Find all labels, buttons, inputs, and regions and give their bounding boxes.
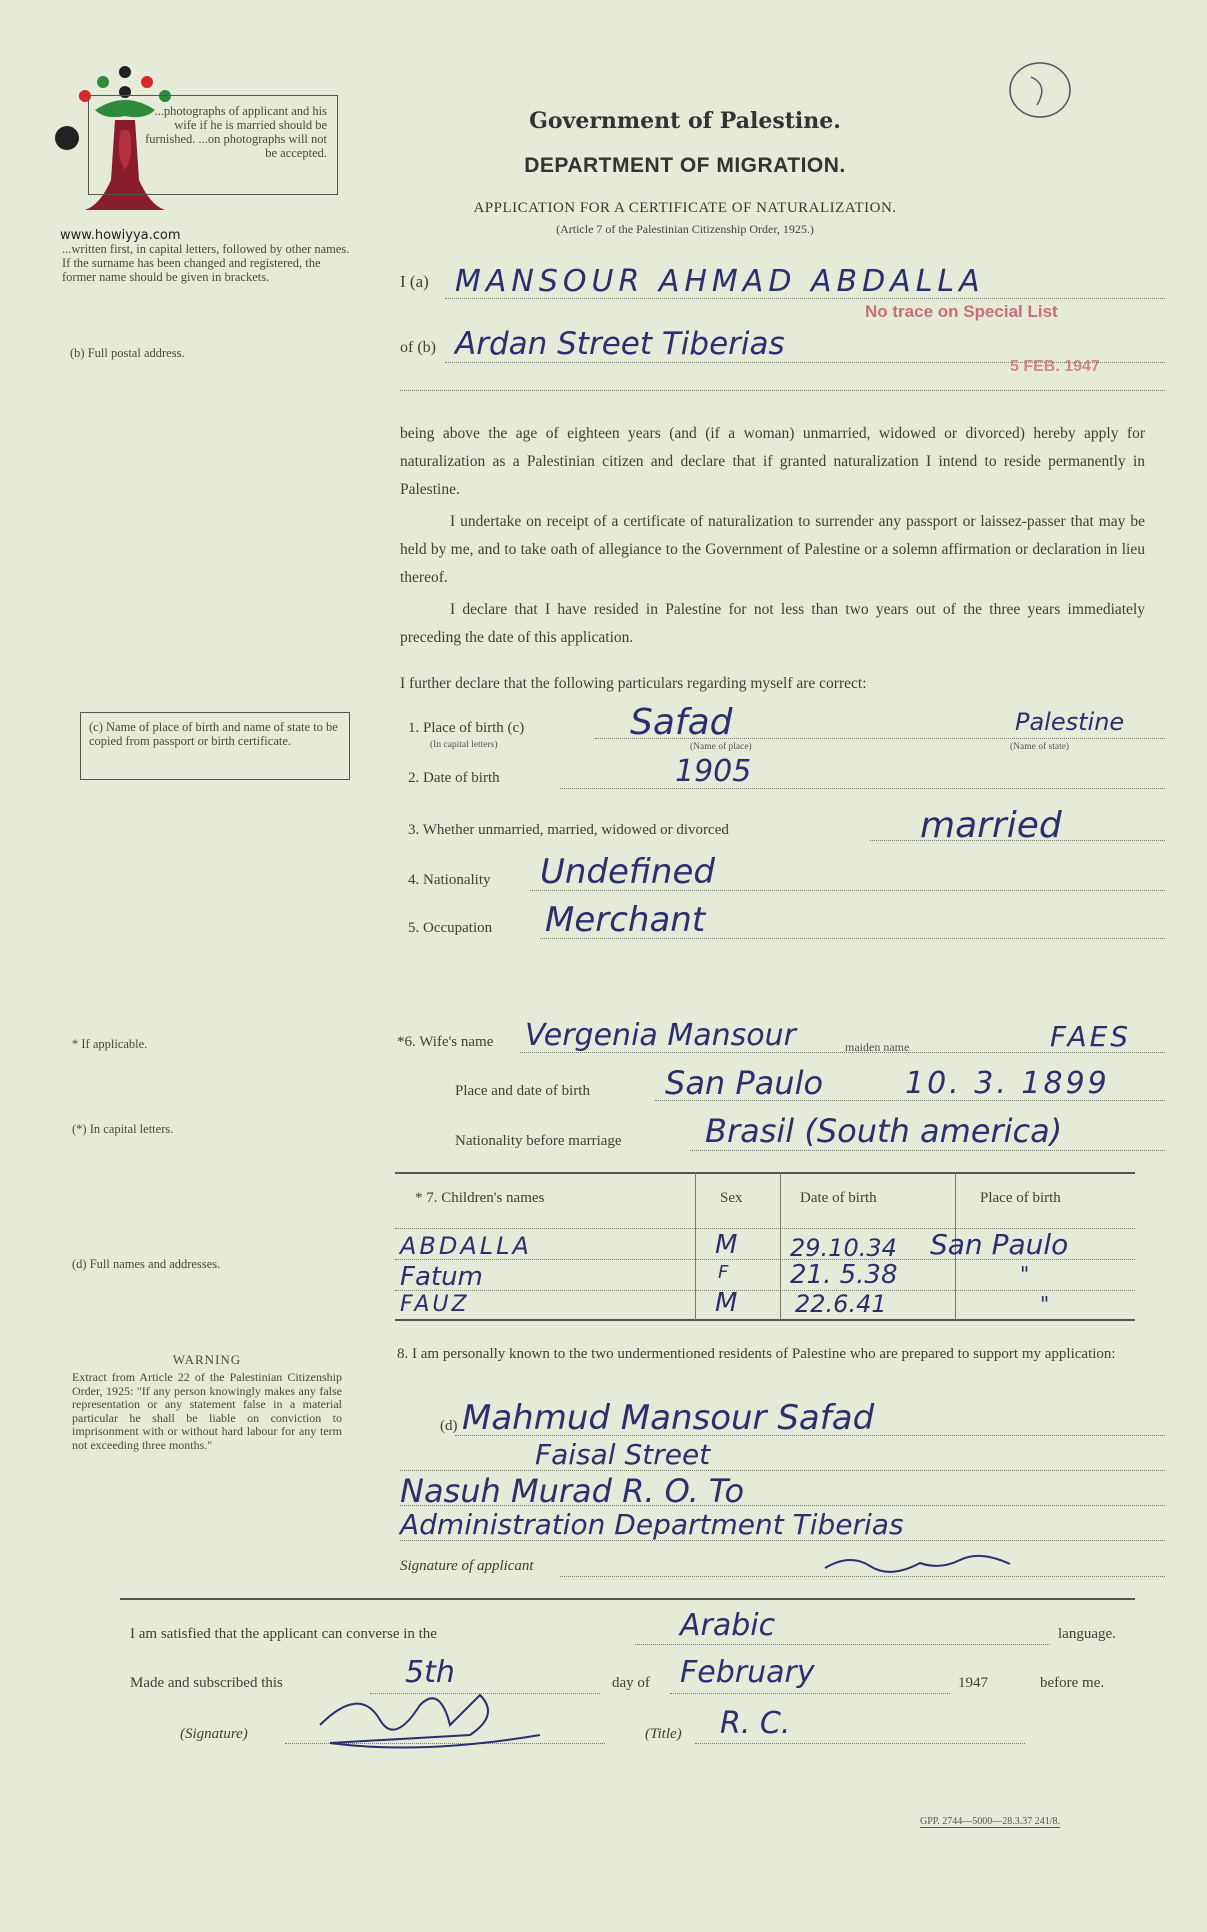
table-bottom-rule <box>395 1319 1135 1321</box>
month-value: February <box>680 1655 815 1690</box>
name-of-place-caption: (Name of place) <box>690 742 752 752</box>
side-note-if-applicable: * If applicable. <box>72 1037 148 1051</box>
table-row-1-name: ABDALLA <box>400 1232 532 1260</box>
children-pob-header: Place of birth <box>980 1190 1061 1206</box>
printer-footer: GPP. 2744—5000—28.3.37 241/8. <box>920 1816 1061 1827</box>
title-value: R. C. <box>720 1706 791 1741</box>
year-value: 1947 <box>958 1675 988 1691</box>
wife-birth-label: Place and date of birth <box>455 1083 590 1099</box>
nationality-value: Undefined <box>540 852 715 892</box>
wife-name-label: *6. Wife's name <box>397 1034 494 1050</box>
warning-title: WARNING <box>172 1352 242 1367</box>
official-signature-mark <box>300 1665 560 1765</box>
table-row-1-dob: 29.10.34 <box>790 1234 897 1262</box>
maiden-name-label: maiden name <box>845 1040 910 1054</box>
warning-text: Extract from Article 22 of the Palestinian Citizenship Order, 1925: "If any person knowingly makes any false representation or any statement false in a material particular he shall be liable on conviction to imprisonment with or without hard labour for any term not exceeding three months." <box>72 1370 342 1452</box>
referees-d-label: (d) <box>440 1418 458 1434</box>
day-value: 5th <box>405 1655 455 1690</box>
table-row-2-pob: " <box>1020 1262 1030 1286</box>
table-row-2-sex: F <box>718 1262 729 1283</box>
made-subscribed-text: Made and subscribed this <box>130 1675 283 1691</box>
marital-status-label: 3. Whether unmarried, married, widowed or divorced <box>408 822 729 838</box>
maiden-name-value: FAES <box>1050 1020 1132 1053</box>
side-note-b: (b) Full postal address. <box>70 346 185 360</box>
marital-status-value: married <box>920 805 1062 846</box>
referee-line-1: Mahmud Mansour Safad <box>462 1398 875 1438</box>
in-capital-note: (In capital letters) <box>430 740 498 750</box>
wife-name-value: Vergenia Mansour <box>525 1018 796 1053</box>
referee-line-2: Faisal Street <box>535 1438 711 1471</box>
state-of-birth-value: Palestine <box>1015 708 1125 736</box>
stamp-date: 5 FEB. 1947 <box>1010 358 1100 375</box>
table-row-1-sex: M <box>715 1230 738 1260</box>
side-note-capital: (*) In capital letters. <box>72 1122 174 1136</box>
applicant-signature-label: Signature of applicant <box>400 1558 534 1574</box>
paragraph-residence: I declare that I have resided in Palestine for not less than two years out of the three years immediately preceding the date of this application. <box>400 601 1145 646</box>
nationality-label: 4. Nationality <box>408 872 491 888</box>
applicant-address: Ardan Street Tiberias <box>455 326 785 362</box>
converse-text: I am satisfied that the applicant can converse in the <box>130 1626 437 1642</box>
nationality-before-marriage-value: Brasil (South america) <box>705 1112 1063 1150</box>
paragraph-further: I further declare that the following particulars regarding myself are correct: <box>400 675 867 692</box>
nationality-before-marriage-label: Nationality before marriage <box>455 1133 622 1149</box>
wife-birth-date-value: 10. 3. 1899 <box>905 1066 1110 1101</box>
table-row-2-name: Fatum <box>400 1262 483 1292</box>
side-note-c: (c) Name of place of birth and name of state to be copied from passport or birth certificate. <box>89 720 338 748</box>
before-me-text: before me. <box>1040 1675 1105 1691</box>
paragraph-undertake: I undertake on receipt of a certificate of naturalization to surrender any passport or laissez-passer that may be held by me, and to take oath of allegiance to the Government of Palestine or a solemn affirmation or declaration in lieu thereof. <box>400 513 1145 586</box>
table-row-1-pob: San Paulo <box>930 1228 1069 1261</box>
name-label: I (a) <box>400 272 429 291</box>
applicant-name: MANSOUR AHMAD ABDALLA <box>455 264 985 299</box>
referees-text: 8. I am personally known to the two undermentioned residents of Palestine who are prepared to support my application: <box>397 1346 1116 1362</box>
applicant-signature-mark <box>820 1548 1020 1578</box>
children-dob-header: Date of birth <box>800 1190 877 1206</box>
wife-birth-place-value: San Paulo <box>665 1064 824 1102</box>
language-word: language. <box>1058 1626 1116 1642</box>
circle-mark-icon <box>1005 55 1075 125</box>
place-of-birth-value: Safad <box>630 702 733 743</box>
occupation-label: 5. Occupation <box>408 920 493 936</box>
table-row-3-name: FAUZ <box>400 1292 470 1317</box>
place-of-birth-label: 1. Place of birth (c) <box>408 720 525 736</box>
date-of-birth-value: 1905 <box>675 754 752 789</box>
referee-line-4: Administration Department Tiberias <box>400 1508 904 1541</box>
department-heading: DEPARTMENT OF MIGRATION. <box>524 154 846 177</box>
table-row-2-dob: 21. 5.38 <box>790 1260 898 1290</box>
paragraph-age: being above the age of eighteen years (and (if a woman) unmarried, widowed or divorced) hereby apply for naturalization as a Palestinian citizen and declare that if granted naturalization I intend to reside permanently in Palestine. <box>400 425 1145 498</box>
referee-line-3: Nasuh Murad R. O. To <box>400 1472 745 1510</box>
article-reference: (Article 7 of the Palestinian Citizenship Order, 1925.) <box>556 222 814 236</box>
address-label: of (b) <box>400 339 436 356</box>
table-row-3-dob: 22.6.41 <box>795 1290 887 1318</box>
official-section-rule <box>120 1598 1135 1600</box>
side-note-c-box <box>80 712 350 780</box>
watermark-site: www.howiyya.com <box>60 228 181 243</box>
occupation-value: Merchant <box>545 900 706 940</box>
language-value: Arabic <box>680 1608 776 1643</box>
children-names-header: * 7. Children's names <box>415 1190 545 1206</box>
application-title: APPLICATION FOR A CERTIFICATE OF NATURALIZATION. <box>473 200 897 216</box>
side-note-d: (d) Full names and addresses. <box>72 1257 221 1271</box>
government-heading: Government of Palestine. <box>529 108 841 134</box>
photo-instruction-text: ...photographs of applicant and his wife if he is married should be furnished. ...on photographs will not be accepted. <box>145 104 327 160</box>
special-list-stamp: No trace on Special List <box>865 302 1058 321</box>
children-sex-header: Sex <box>720 1190 743 1206</box>
official-signature-label: (Signature) <box>180 1726 248 1742</box>
table-row-3-sex: M <box>715 1288 738 1318</box>
table-top-rule <box>395 1172 1135 1174</box>
day-of-text: day of <box>612 1675 650 1691</box>
title-label: (Title) <box>645 1726 682 1742</box>
side-note-a: ...written first, in capital letters, followed by other names. If the surname has been changed and registered, the former name should be given in brackets. <box>62 242 350 284</box>
name-of-state-caption: (Name of state) <box>1010 742 1070 752</box>
photo-instruction-box <box>88 95 338 195</box>
date-of-birth-label: 2. Date of birth <box>408 770 500 786</box>
table-row-3-pob: " <box>1040 1292 1050 1316</box>
